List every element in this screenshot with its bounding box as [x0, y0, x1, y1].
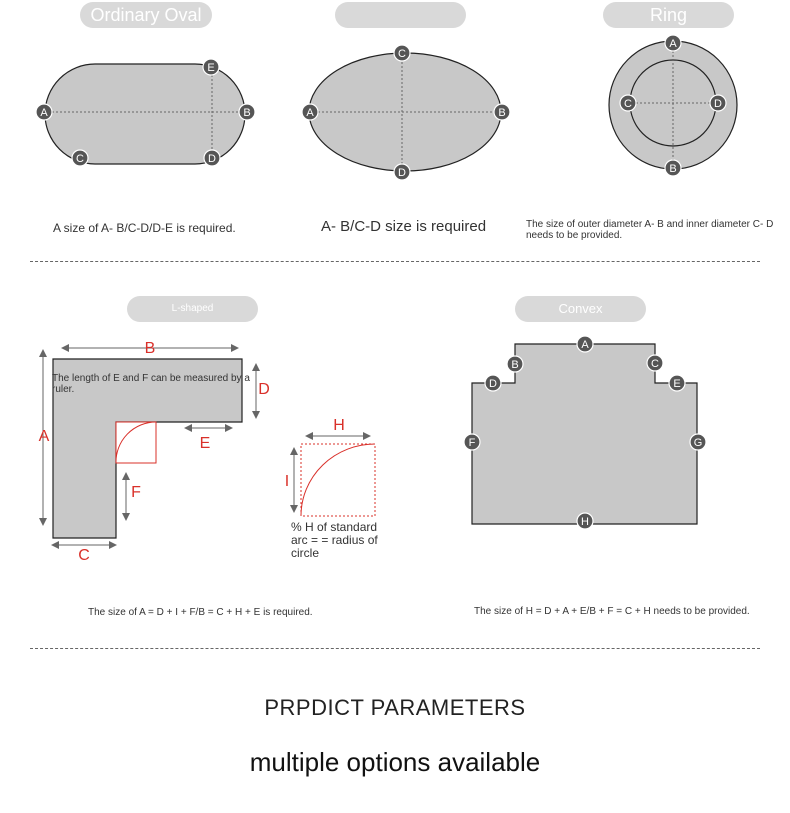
lshape-dim-a: A	[38, 428, 50, 445]
lshape-dim-e: E	[199, 435, 211, 452]
oval-point-c	[72, 150, 88, 166]
arc-dim-h: H	[333, 417, 345, 434]
lshape-title: L-shaped	[127, 296, 258, 322]
convex-point-b	[507, 356, 523, 372]
svg-text:B: B	[498, 107, 506, 119]
svg-text:C: C	[624, 98, 632, 110]
arc-detail	[294, 436, 375, 516]
arc-note: % H of standard arc = = radius of circle	[291, 520, 378, 561]
ring-point-b	[665, 160, 681, 176]
ellipse-shape	[309, 53, 502, 172]
convex-point-a	[577, 336, 593, 352]
svg-text:A: A	[669, 38, 677, 50]
ellipse-point-a	[302, 104, 318, 120]
svg-text:A: A	[40, 107, 48, 119]
lshape-note: The length of E and F can be measured by a ruler.	[52, 373, 250, 395]
svg-text:E: E	[673, 378, 681, 390]
lshape-dim-d: D	[258, 381, 270, 398]
oval-point-e	[203, 59, 219, 75]
svg-text:D: D	[489, 378, 497, 390]
svg-text:C: C	[76, 153, 84, 165]
convex-point-e	[669, 375, 685, 391]
oval-title: Ordinary Oval	[80, 2, 212, 28]
convex-point-g	[690, 434, 706, 450]
options-title: multiple options available	[249, 747, 541, 777]
ring-point-d	[710, 95, 726, 111]
svg-text:B: B	[669, 163, 677, 175]
lshape-dim-c: C	[78, 547, 90, 564]
convex-caption: The size of H = D + A + E/B + F = C + H needs to be provided.	[474, 606, 750, 617]
svg-text:D: D	[398, 167, 406, 179]
divider-top	[30, 261, 760, 262]
svg-text:D: D	[208, 153, 216, 165]
oval-caption: A size of A- B/C-D/D-E is required.	[53, 221, 236, 235]
svg-text:G: G	[693, 437, 703, 449]
ellipse-point-c	[394, 45, 410, 61]
ellipse-caption: A- B/C-D size is required	[321, 218, 487, 235]
oval-point-a	[36, 104, 52, 120]
svg-text:F: F	[468, 437, 476, 449]
oval-point-b	[239, 104, 255, 120]
convex-point-h	[577, 513, 593, 529]
oval-point-d	[204, 150, 220, 166]
divider-bottom	[30, 648, 760, 649]
convex-point-d	[485, 375, 501, 391]
convex-title: Convex	[515, 296, 646, 322]
ring-title: Ring	[603, 2, 734, 28]
ellipse-point-b	[494, 104, 510, 120]
svg-text:B: B	[243, 107, 251, 119]
svg-text:C: C	[398, 48, 406, 60]
ring-caption: The size of outer diameter A- B and inner diameter C- D needs to be provided.	[526, 219, 774, 241]
convex-point-f	[464, 434, 480, 450]
ring-point-a	[665, 35, 681, 51]
svg-text:C: C	[651, 358, 659, 370]
svg-text:A: A	[581, 339, 589, 351]
svg-text:A: A	[306, 107, 314, 119]
svg-text:D: D	[714, 98, 722, 110]
lshape-caption: The size of A = D + I + F/B = C + H + E is required.	[88, 607, 313, 618]
svg-text:H: H	[581, 516, 589, 528]
lshape-dim-f: F	[131, 484, 141, 501]
svg-text:B: B	[511, 359, 519, 371]
arc-dim-i: I	[284, 473, 290, 490]
svg-text:E: E	[207, 62, 215, 74]
ring-point-c	[620, 95, 636, 111]
ellipse-point-d	[394, 164, 410, 180]
oval-shape	[44, 64, 247, 164]
params-title: PRPDICT PARAMETERS	[264, 695, 526, 720]
convex-point-c	[647, 355, 663, 371]
convex-shape	[472, 344, 697, 524]
lshape-dim-b: B	[144, 340, 156, 357]
